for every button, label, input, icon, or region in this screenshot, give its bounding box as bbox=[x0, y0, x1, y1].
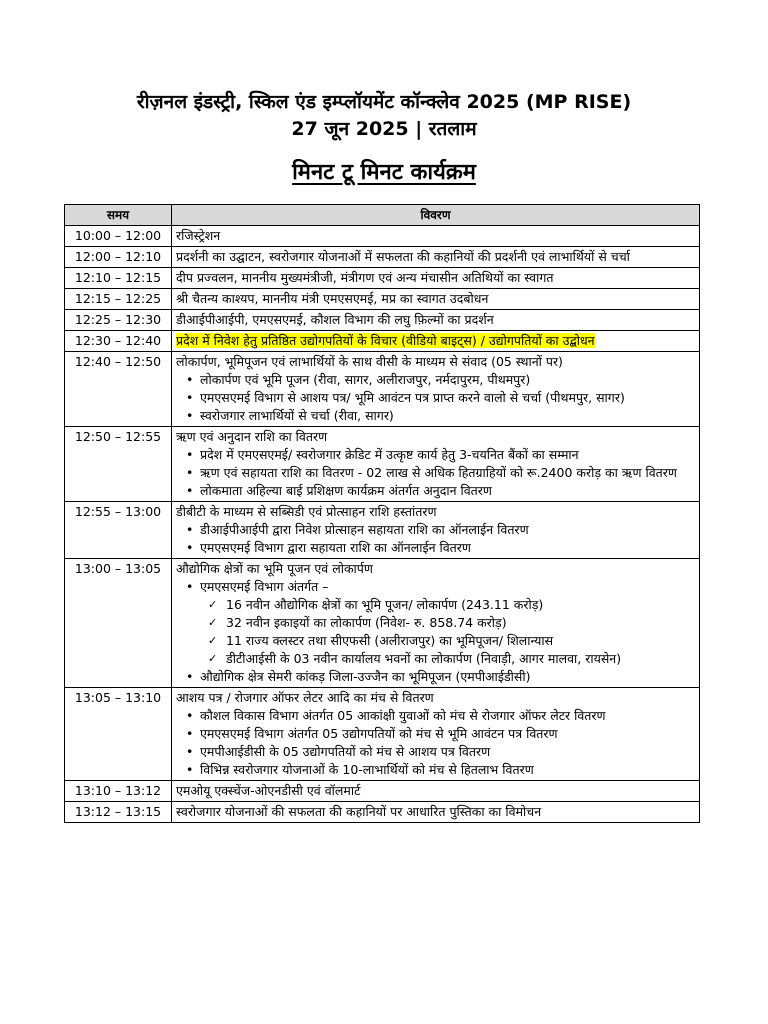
list-item: • कौशल विकास विभाग अंतर्गत 05 आकांक्षी युवाओं को मंच से रोजगार ऑफर लेटर वितरण bbox=[200, 707, 695, 725]
row-time: 13:00 – 13:05 bbox=[65, 559, 172, 688]
check-item: ✓ 11 राज्य क्लस्टर तथा सीएफसी (अलीराजपुर) का भूमिपूजन/ शिलान्यास bbox=[226, 632, 695, 650]
row-main-text: ऋण एवं अनुदान राशि का वितरण bbox=[176, 429, 328, 444]
table-row bbox=[65, 502, 700, 559]
row-time: 12:40 – 12:50 bbox=[65, 352, 172, 427]
bullet-list bbox=[176, 707, 695, 779]
row-description bbox=[172, 502, 700, 559]
row-time: 10:00 – 12:00 bbox=[65, 226, 172, 247]
row-description bbox=[172, 331, 700, 352]
row-main-text: औद्योगिक क्षेत्रों का भूमि पूजन एवं लोकार्पण bbox=[176, 561, 373, 576]
row-time: 12:25 – 12:30 bbox=[65, 310, 172, 331]
list-item: • लोकार्पण एवं भूमि पूजन (रीवा, सागर, अलीराजपुर, नर्मदापुरम, पीथमपुर) bbox=[200, 371, 695, 389]
row-description: रजिस्ट्रेशन bbox=[172, 226, 700, 247]
list-item: • विभिन्न स्वरोजगार योजनाओं के 10-लाभार्थियों को मंच से हितलाभ वितरण bbox=[200, 761, 695, 779]
conclave-title: रीज़नल इंडस्ट्री, स्किल एंड इम्प्लॉयमेंट कॉन्क्लेव 2025 (MP RISE) bbox=[136, 91, 632, 113]
table-row bbox=[65, 226, 700, 247]
highlighted-text: प्रदेश में निवेश हेतु प्रतिष्ठित उद्योगपतियों के विचार (वीडियो बाइट्स) / उद्योगपतियों का उद्बोधन bbox=[176, 333, 595, 348]
list-item: • एमएसएमई विभाग से आशय पत्र/ भूमि आवंटन पत्र प्राप्त करने वालो से चर्चा (पीथमपुर, सागर) bbox=[200, 389, 695, 407]
row-description: स्वरोजगार योजनाओं की सफलता की कहानियों पर आधारित पुस्तिका का विमोचन bbox=[172, 802, 700, 823]
row-main-text: डीबीटी के माध्यम से सब्सिडी एवं प्रोत्साहन राशि हस्तांतरण bbox=[176, 504, 437, 519]
row-description: एमओयू एक्स्चेंज-ओएनडीसी एवं वॉलमार्ट bbox=[172, 781, 700, 802]
row-description bbox=[172, 559, 700, 688]
list-item: • एमएसएमई विभाग अंतर्गत 05 उद्योगपतियों को मंच से भूमि आवंटन पत्र वितरण bbox=[200, 725, 695, 743]
list-item: • डीआईपीआईपी द्वारा निवेश प्रोत्साहन सहायता राशि का ऑनलाईन वितरण bbox=[200, 521, 695, 539]
list-item: • एमपीआईडीसी के 05 उद्योगपतियों को मंच से आशय पत्र वितरण bbox=[200, 743, 695, 761]
list-item: • लोकमाता अहिल्या बाई प्रशिक्षण कार्यक्रम अंतर्गत अनुदान वितरण bbox=[200, 482, 695, 500]
schedule-heading: मिनट टू मिनट कार्यक्रम bbox=[292, 160, 476, 185]
row-time: 12:10 – 12:15 bbox=[65, 268, 172, 289]
row-time: 12:30 – 12:40 bbox=[65, 331, 172, 352]
list-item bbox=[200, 578, 695, 668]
bullet-list bbox=[176, 446, 695, 500]
row-description bbox=[172, 427, 700, 502]
table-row bbox=[65, 781, 700, 802]
table-row bbox=[65, 268, 700, 289]
col-header-description: विवरण bbox=[172, 205, 700, 226]
table-row bbox=[65, 427, 700, 502]
row-description: दीप प्रज्वलन, माननीय मुख्यमंत्रीजी, मंत्रीगण एवं अन्य मंचासीन अतिथियों का स्वागत bbox=[172, 268, 700, 289]
row-description bbox=[172, 688, 700, 781]
col-header-time: समय bbox=[65, 205, 172, 226]
row-time: 12:00 – 12:10 bbox=[65, 247, 172, 268]
check-item: ✓ 16 नवीन औद्योगिक क्षेत्रों का भूमि पूजन/ लोकार्पण (243.11 करोड़) bbox=[226, 596, 695, 614]
bullet-list bbox=[176, 578, 695, 686]
list-item: • एमएसएमई विभाग द्वारा सहायता राशि का ऑनलाईन वितरण bbox=[200, 539, 695, 557]
table-row bbox=[65, 559, 700, 688]
check-item: ✓ 32 नवीन इकाइयों का लोकार्पण (निवेश- रु. 858.74 करोड़) bbox=[226, 614, 695, 632]
list-item: • प्रदेश में एमएसएमई/ स्वरोजगार क्रेडिट में उत्कृष्ट कार्य हेतु 3-चयनित बैंकों का सम्मान bbox=[200, 446, 695, 464]
check-list bbox=[200, 596, 695, 668]
table-row bbox=[65, 352, 700, 427]
event-date-location: 27 जून 2025 | रतलाम bbox=[291, 118, 477, 140]
row-description: श्री चैतन्य काश्यप, माननीय मंत्री एमएसएमई, मप्र का स्वागत उदबोधन bbox=[172, 289, 700, 310]
table-row bbox=[65, 289, 700, 310]
list-item: • स्वरोजगार लाभार्थियों से चर्चा (रीवा, सागर) bbox=[200, 407, 695, 425]
table-row bbox=[65, 802, 700, 823]
schedule-table bbox=[64, 204, 700, 823]
row-description: डीआईपीआईपी, एमएसएमई, कौशल विभाग की लघु फ़िल्मों का प्रदर्शन bbox=[172, 310, 700, 331]
bullet-list bbox=[176, 371, 695, 425]
row-description: प्रदर्शनी का उद्घाटन, स्वरोजगार योजनाओं में सफलता की कहानियों की प्रदर्शनी एवं लाभार्थियों से चर्चा bbox=[172, 247, 700, 268]
table-row bbox=[65, 331, 700, 352]
list-item: • औद्योगिक क्षेत्र सेमरी कांकड़ जिला-उज्जैन का भूमिपूजन (एमपीआईडीसी) bbox=[200, 668, 695, 686]
table-header-row bbox=[65, 205, 700, 226]
list-item: • ऋण एवं सहायता राशि का वितरण - 02 लाख से अधिक हितग्राहियों को रू.2400 करोड़ का ऋण वितरण bbox=[200, 464, 695, 482]
row-time: 12:55 – 13:00 bbox=[65, 502, 172, 559]
row-time: 12:15 – 12:25 bbox=[65, 289, 172, 310]
table-row bbox=[65, 688, 700, 781]
row-time: 13:12 – 13:15 bbox=[65, 802, 172, 823]
bullet-list bbox=[176, 521, 695, 557]
row-time: 12:50 – 12:55 bbox=[65, 427, 172, 502]
row-time: 13:10 – 13:12 bbox=[65, 781, 172, 802]
check-item: ✓ डीटीआईसी के 03 नवीन कार्यालय भवनों का लोकार्पण (निवाड़ी, आगर मालवा, रायसेन) bbox=[226, 650, 695, 668]
row-main-text: आशय पत्र / रोजगार ऑफर लेटर आदि का मंच से वितरण bbox=[176, 690, 434, 705]
row-description bbox=[172, 352, 700, 427]
table-row bbox=[65, 247, 700, 268]
table-row bbox=[65, 310, 700, 331]
sub-heading: एमएसएमई विभाग अंतर्गत – bbox=[200, 579, 329, 594]
row-time: 13:05 – 13:10 bbox=[65, 688, 172, 781]
row-main-text: लोकार्पण, भूमिपूजन एवं लाभार्थियों के साथ वीसी के माध्यम से संवाद (05 स्थानों पर) bbox=[176, 354, 563, 369]
